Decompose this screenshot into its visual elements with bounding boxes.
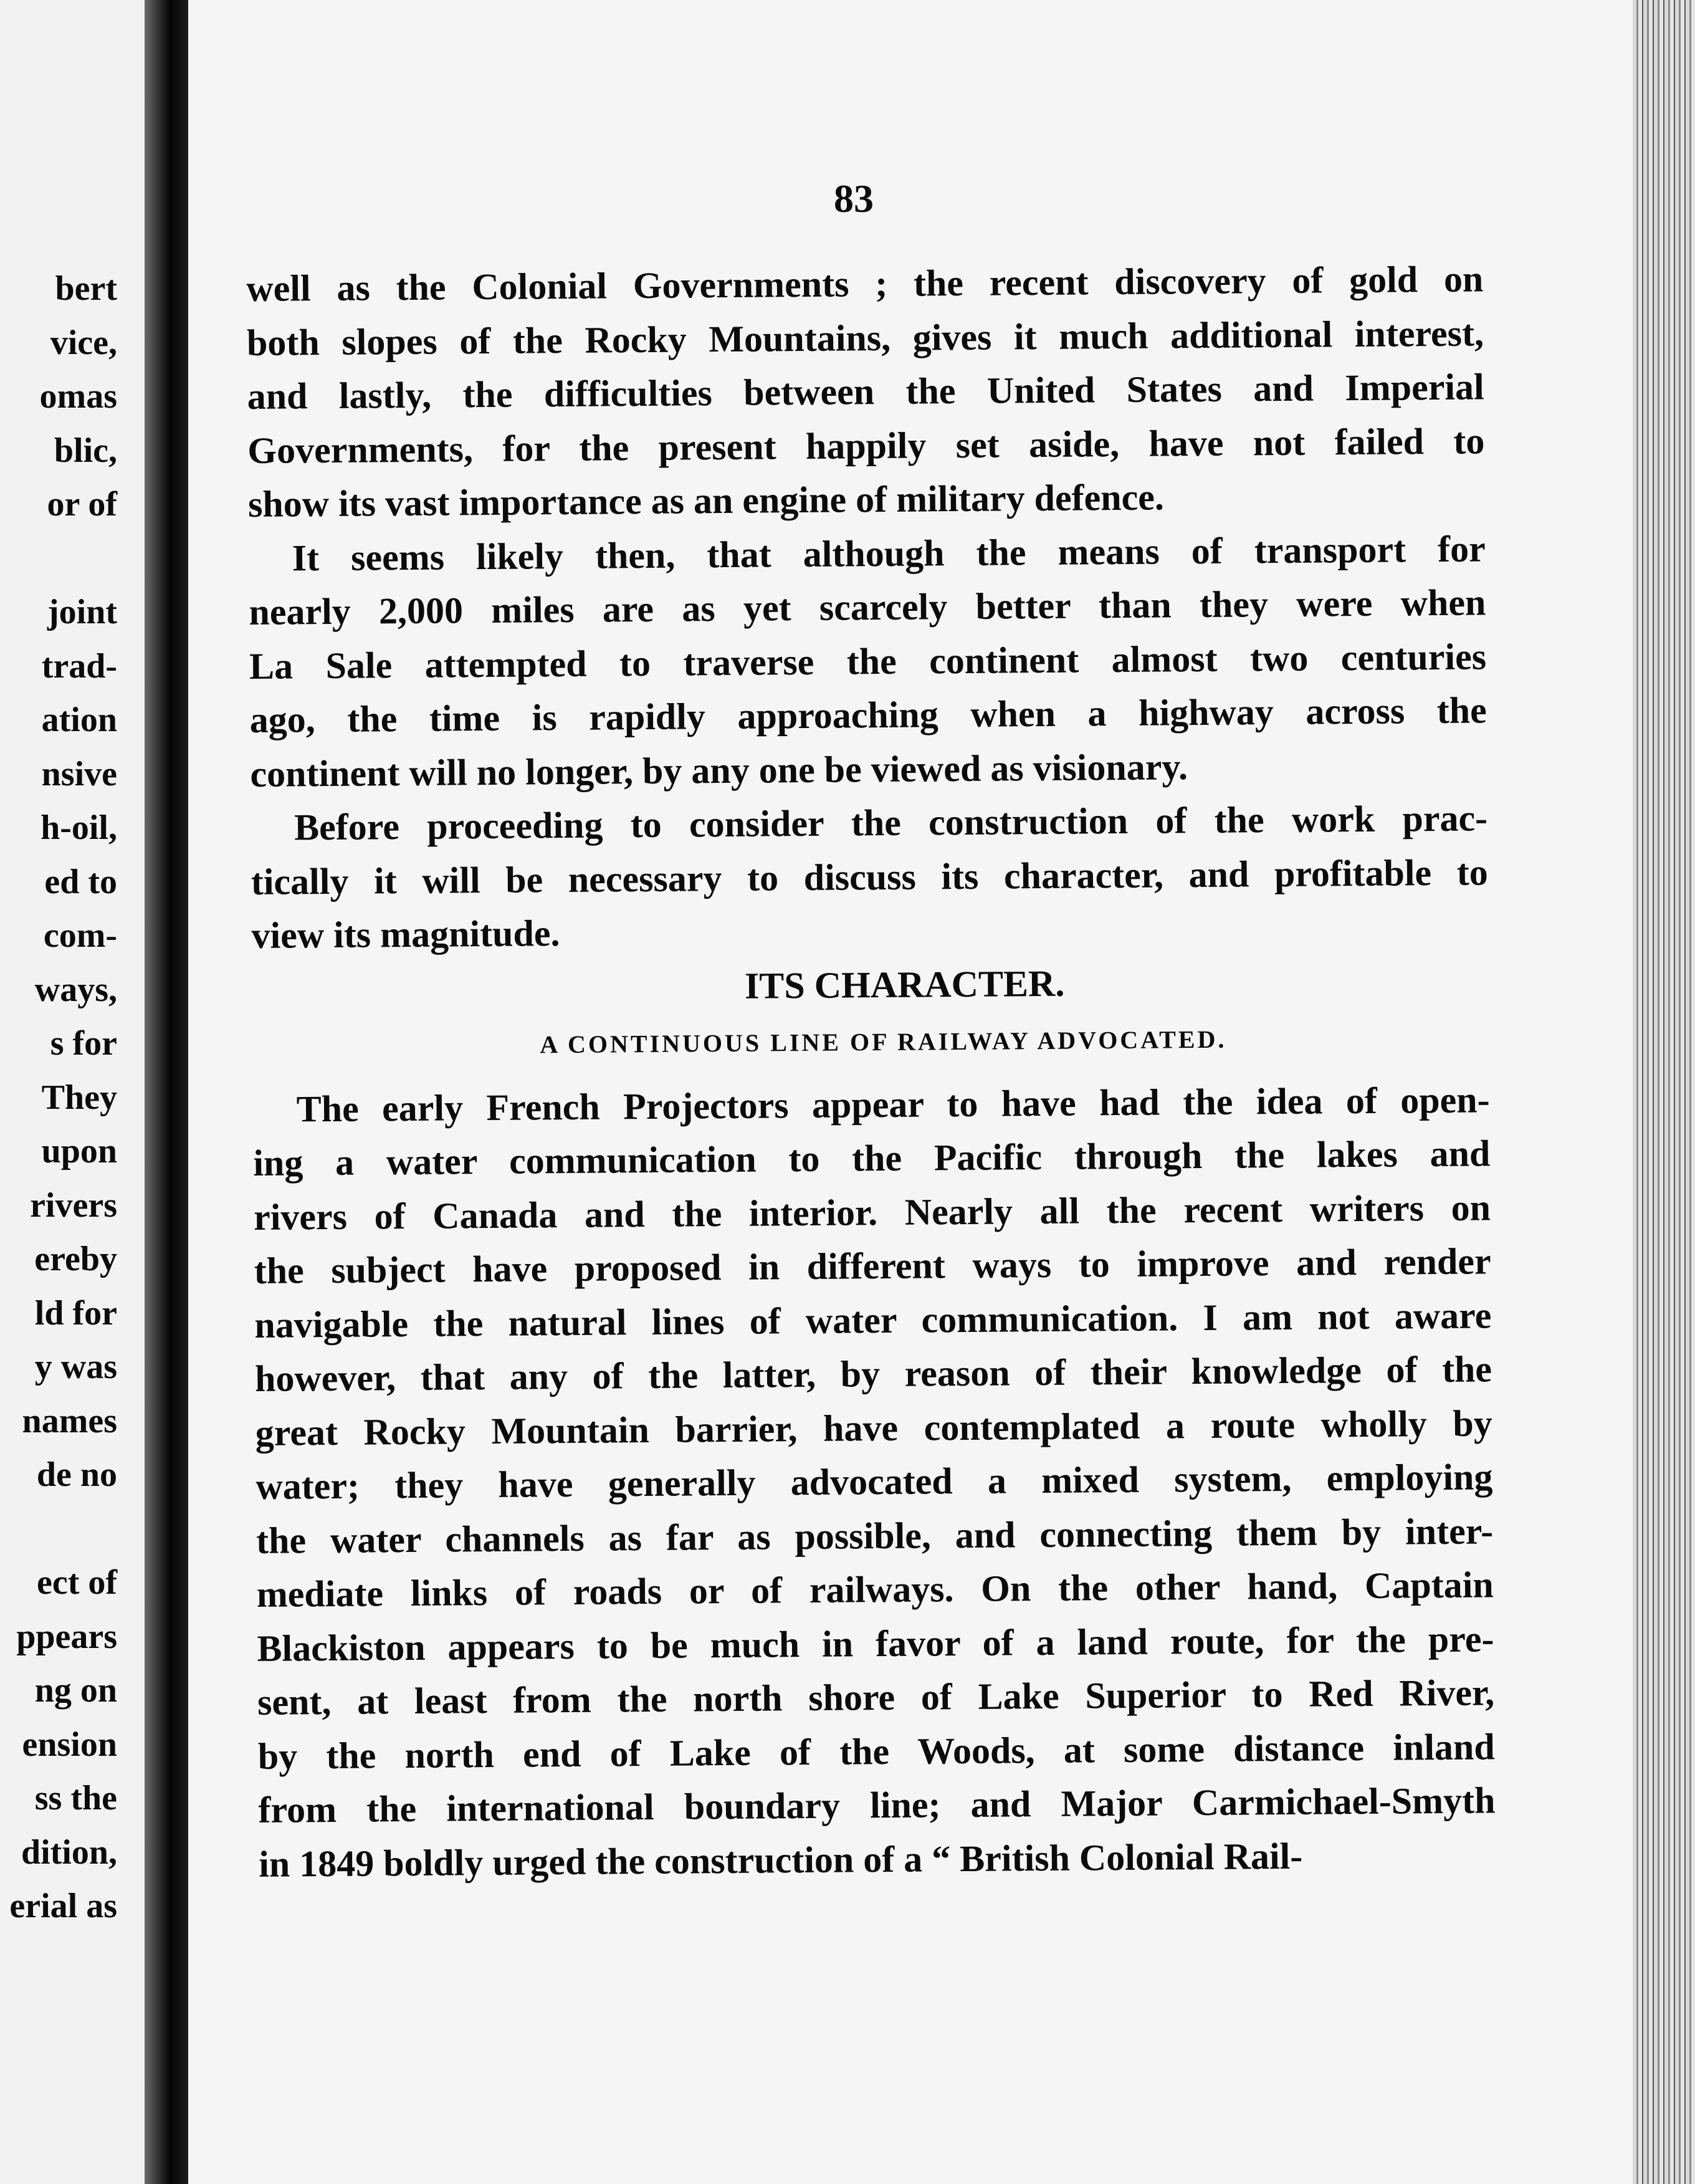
text-line: view its magnitude.: [251, 912, 560, 956]
paragraphs-section-1: [246, 252, 1489, 962]
left-page-line: names: [22, 1401, 117, 1440]
text-line: great Rocky Mountain barrier, have contemplated a route wholly by: [255, 1402, 1492, 1454]
text-line: Governments, for the present happily set aside, have not failed to: [247, 419, 1485, 471]
left-page-line: y was: [34, 1348, 117, 1386]
text-line: and lastly, the difficulties between the United States and Imperial: [247, 366, 1484, 417]
text-line: well as the Colonial Governments ; the recent discovery of gold on: [246, 258, 1484, 309]
left-page-line: ng on: [34, 1671, 117, 1710]
left-page-line: de no: [36, 1455, 117, 1494]
left-page-line: joint: [47, 593, 117, 631]
left-page-line: blic,: [54, 431, 117, 470]
left-page-line: com-: [43, 916, 117, 955]
text-line: mediate links of roads or of railways. On the other hand, Captain: [256, 1564, 1494, 1615]
left-page-line: ation: [41, 701, 117, 739]
text-line: The early French Projectors appear to have had the idea of open-: [296, 1078, 1490, 1129]
left-page-line: s for: [50, 1024, 117, 1063]
left-facing-page: [0, 0, 145, 2184]
left-page-line: ect of: [36, 1563, 117, 1602]
paragraph: [252, 1073, 1496, 1891]
text-line: La Sale attempted to traverse the continent almost two centuries: [249, 635, 1487, 687]
text-line: nearly 2,000 miles are as yet scarcely better than they were when: [249, 582, 1486, 633]
paragraph: [246, 252, 1485, 531]
left-page-line: h-oil,: [41, 808, 117, 847]
body-text: [246, 252, 1496, 1891]
left-page-line: trad-: [41, 646, 117, 686]
page-number: 83: [834, 176, 874, 221]
left-page-line: bert: [55, 269, 117, 308]
book-gutter: [145, 0, 188, 2184]
left-page-line: ss the: [34, 1779, 117, 1818]
text-line: both slopes of the Rocky Mountains, gives it much additional interest,: [246, 312, 1484, 363]
text-line: water; they have generally advocated a mixed system, employing: [255, 1456, 1493, 1507]
text-line: ago, the time is rapidly approaching when a highway across the: [249, 689, 1487, 740]
text-line: ing a water communication to the Pacific through the lakes and: [253, 1133, 1491, 1184]
paragraph: [251, 791, 1489, 962]
text-line: Before proceeding to consider the construction of the work prac-: [294, 797, 1488, 848]
text-line: It seems likely then, that although the means of transport for: [292, 527, 1486, 578]
left-page-line: [0, 1502, 117, 1556]
text-line: the subject have proposed in different ways to improve and render: [254, 1240, 1491, 1291]
left-page-line: upon: [41, 1132, 117, 1171]
left-page-line: ereby: [34, 1240, 117, 1278]
text-line: sent, at least from the north shore of Lake Superior to Red River,: [257, 1672, 1495, 1723]
text-line: continent will no longer, by any one be viewed as visionary.: [250, 745, 1188, 795]
left-page-line: nsive: [41, 754, 117, 793]
section-heading: ITS CHARACTER.: [744, 962, 1065, 1007]
left-page-line: They: [41, 1078, 117, 1117]
left-page-line: dition,: [21, 1832, 117, 1872]
left-page-line: erial as: [9, 1887, 117, 1925]
left-page-line: rivers: [30, 1185, 117, 1225]
text-line: navigable the natural lines of water communication. I am not aware: [254, 1294, 1492, 1346]
text-line: Blackiston appears to be much in favor of a land route, for the pre-: [257, 1617, 1494, 1669]
section-subheading: A CONTINUOUS LINE OF RAILWAY ADVOCATED.: [540, 1025, 1227, 1058]
text-line: from the international boundary line; and Major Carmichael-Smyth: [258, 1779, 1496, 1831]
left-page-line: ppears: [16, 1617, 117, 1656]
left-page-line: vice,: [50, 323, 117, 362]
left-page-line: ed to: [44, 862, 117, 901]
text-line: tically it will be necessary to discuss its character, and profitable to: [251, 851, 1489, 903]
left-page-line: [0, 532, 117, 586]
text-line: show its vast importance as an engine of military defence.: [247, 476, 1165, 525]
left-page-line: ension: [22, 1725, 117, 1764]
text-line: rivers of Canada and the interior. Nearly all the recent writers on: [253, 1186, 1491, 1238]
text-line: the water channels as far as possible, and connecting them by inter-: [255, 1510, 1494, 1561]
left-page-line: ld for: [34, 1293, 117, 1333]
left-page-text: [0, 262, 117, 1933]
paragraphs-section-2: [252, 1073, 1496, 1891]
text-line: by the north end of Lake of the Woods, at some distance inland: [257, 1725, 1496, 1777]
text-line: in 1849 boldly urged the construction of a “ British Colonial Rail-: [258, 1835, 1303, 1885]
text-line: however, that any of the latter, by reason of their knowledge of the: [254, 1348, 1492, 1399]
left-page-line: ways,: [34, 970, 117, 1009]
page-edge: [1633, 0, 1695, 2184]
left-page-line: omas: [39, 377, 117, 416]
left-page-line: or of: [47, 485, 117, 524]
paragraph: [248, 522, 1487, 801]
